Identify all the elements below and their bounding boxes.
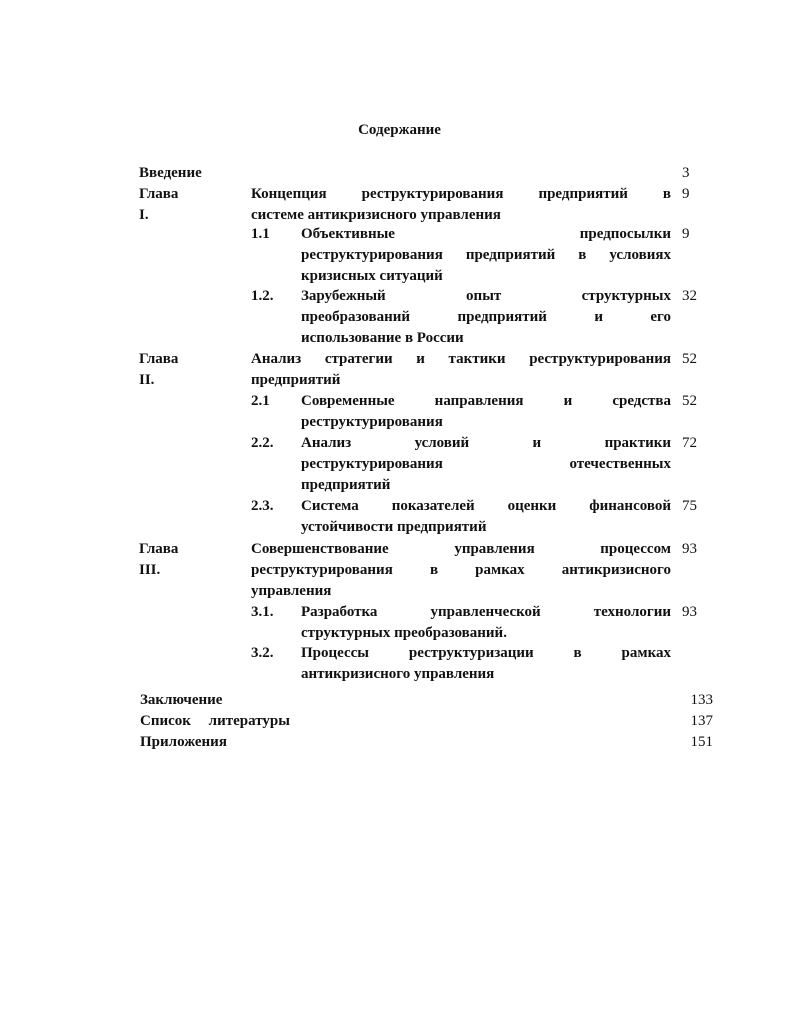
toc-entry-label: Введение xyxy=(139,165,202,181)
section-number: 1.1 xyxy=(251,226,270,242)
section-number: 2.2. xyxy=(251,435,274,451)
section-title-line: Разработка управленческой технологии xyxy=(301,604,671,620)
section-number: 3.2. xyxy=(251,645,274,661)
toc-page-number: 52 xyxy=(682,351,697,367)
section-title-line: использование в России xyxy=(301,330,464,346)
section-title-line: Современные направления и средства xyxy=(301,393,671,409)
section-title xyxy=(301,643,671,685)
toc-page-number: 72 xyxy=(682,435,697,451)
toc-entry-label: Приложения xyxy=(140,734,227,750)
toc-page-number: 137 xyxy=(690,713,713,729)
section-title xyxy=(301,224,671,287)
toc-page-number: 32 xyxy=(682,288,697,304)
section-title-line: реструктурирования отечественных xyxy=(301,456,671,472)
toc-entry-label: Список литературы xyxy=(140,713,290,729)
chapter-number: Глава II. xyxy=(139,351,179,388)
section-number: 1.2. xyxy=(251,288,274,304)
section-title-line: структурных преобразований. xyxy=(301,625,507,641)
chapter-title-line: Концепция реструктурирования предприятий в xyxy=(251,186,671,202)
section-title-line: Система показателей оценки финансовой xyxy=(301,498,671,514)
section-number: 2.3. xyxy=(251,498,274,514)
section-title-line: Процессы реструктуризации в рамках xyxy=(301,645,671,661)
toc-page-number: 9 xyxy=(682,226,690,242)
section-title-line: реструктурирования предприятий в условиях xyxy=(301,247,671,263)
section-title-line: реструктурирования xyxy=(301,414,443,430)
section-title xyxy=(301,433,671,496)
toc-entry-label: Заключение xyxy=(140,692,223,708)
section-title-line: кризисных ситуаций xyxy=(301,268,443,284)
page-title: Содержание xyxy=(358,122,441,138)
section-title-line: устойчивости предприятий xyxy=(301,519,487,535)
chapter-title-line: Анализ стратегии и тактики реструктурирования xyxy=(251,351,671,367)
toc-page-number: 133 xyxy=(690,692,713,708)
section-title-line: преобразований предприятий и его xyxy=(301,309,671,325)
toc-page-number: 3 xyxy=(682,165,690,181)
section-title-line: антикризисного управления xyxy=(301,666,495,682)
chapter-title-line: реструктурирования в рамках антикризисного xyxy=(251,562,671,578)
chapter-number: Глава I. xyxy=(139,186,179,223)
section-title-line: предприятий xyxy=(301,477,391,493)
section-title-line: Объективные предпосылки xyxy=(301,226,671,242)
chapter-number: Глава III. xyxy=(139,541,179,578)
chapter-title xyxy=(251,184,671,226)
section-number: 3.1. xyxy=(251,604,274,620)
toc-page-number: 52 xyxy=(682,393,697,409)
chapter-title-line: предприятий xyxy=(251,372,341,388)
chapter-title-line: управления xyxy=(251,583,332,599)
section-title xyxy=(301,391,671,433)
chapter-title-line: системе антикризисного управления xyxy=(251,207,501,223)
toc-page-number: 93 xyxy=(682,541,697,557)
toc-page-number: 9 xyxy=(682,186,690,202)
chapter-title xyxy=(251,539,671,602)
section-title xyxy=(301,286,671,349)
section-title-line: Анализ условий и практики xyxy=(301,435,671,451)
section-title xyxy=(301,496,671,538)
section-title-line: Зарубежный опыт структурных xyxy=(301,288,671,304)
toc-page-number: 93 xyxy=(682,604,697,620)
chapter-title-line: Совершенствование управления процессом xyxy=(251,541,671,557)
chapter-title xyxy=(251,349,671,391)
section-number: 2.1 xyxy=(251,393,270,409)
section-title xyxy=(301,602,671,644)
toc-page-number: 75 xyxy=(682,498,697,514)
toc-page-number: 151 xyxy=(690,734,713,750)
